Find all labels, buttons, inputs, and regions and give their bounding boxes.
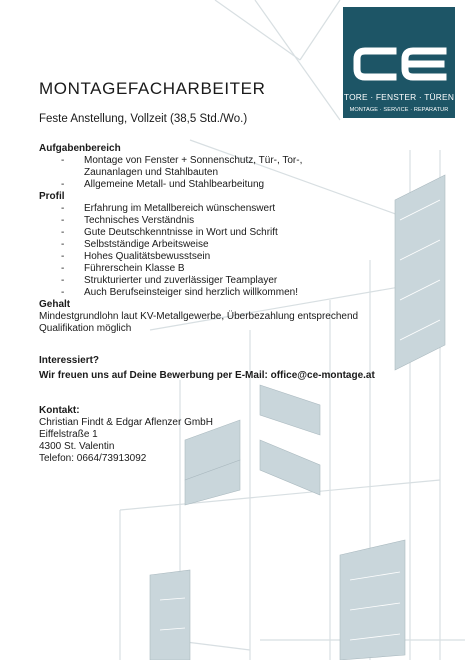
profil-heading: Profil bbox=[39, 191, 65, 202]
list-item: - Gute Deutschkenntnisse in Wort und Schrift bbox=[61, 227, 278, 238]
list-item: - Technisches Verständnis bbox=[61, 215, 195, 226]
kontakt-section bbox=[39, 405, 439, 465]
logo-tagline: TORE · FENSTER · TÜREN bbox=[343, 92, 455, 102]
list-item-text: Allgemeine Metall- und Stahlbearbeitung bbox=[84, 179, 265, 190]
job-title: MONTAGEFACHARBEITER bbox=[39, 79, 266, 98]
aufgabenbereich-section bbox=[39, 143, 439, 191]
list-item: - Erfahrung im Metallbereich wünschenswert bbox=[61, 203, 276, 214]
profil-section bbox=[39, 191, 439, 299]
profil-list bbox=[39, 203, 439, 299]
list-item: - Montage von Fenster + Sonnenschutz, Tür-, Tor-, Zaunanlagen und Stahlbauten bbox=[61, 155, 303, 178]
kontakt-heading: Kontakt: bbox=[39, 405, 80, 416]
list-item-text: Gute Deutschkenntnisse in Wort und Schrift bbox=[84, 227, 278, 238]
kontakt-street: Eiffelstraße 1 bbox=[39, 429, 98, 440]
kontakt-company: Christian Findt & Edgar Aflenzer GmbH bbox=[39, 417, 213, 428]
interest-heading: Interessiert? bbox=[39, 355, 100, 366]
kontakt-city: 4300 St. Valentin bbox=[39, 441, 115, 452]
list-item: - Allgemeine Metall- und Stahlbearbeitung bbox=[61, 179, 265, 190]
list-item-text: Erfahrung im Metallbereich wünschenswert bbox=[84, 203, 276, 214]
aufgabenbereich-heading: Aufgabenbereich bbox=[39, 143, 121, 154]
list-item: - Selbstständige Arbeitsweise bbox=[61, 239, 209, 250]
list-item-text: Auch Berufseinsteiger sind herzlich willkommen! bbox=[84, 287, 298, 298]
list-item-text: Hohes Qualitätsbewusstsein bbox=[84, 251, 211, 262]
list-item: - Auch Berufseinsteiger sind herzlich willkommen! bbox=[61, 287, 298, 298]
interest-section bbox=[39, 355, 439, 382]
list-item-text: Führerschein Klasse B bbox=[84, 263, 185, 274]
list-item: - Hohes Qualitätsbewusstsein bbox=[61, 251, 211, 262]
logo-subtagline: MONTAGE · SERVICE · REPARATUR bbox=[349, 107, 449, 113]
list-item: - Strukturierter und zuverlässiger Teamplayer bbox=[61, 275, 278, 286]
gehalt-text: Mindestgrundlohn laut KV-Metallgewerbe, Überbezahlung entsprechend Qualifikation möglich bbox=[39, 311, 359, 334]
job-subtitle: Feste Anstellung, Vollzeit (38,5 Std./Wo.) bbox=[39, 113, 248, 125]
gehalt-heading: Gehalt bbox=[39, 299, 71, 310]
ce-logo-mark bbox=[343, 7, 455, 89]
interest-text: Wir freuen uns auf Deine Bewerbung per E-Mail: office@ce-montage.at bbox=[39, 370, 375, 381]
aufgabenbereich-list bbox=[39, 155, 439, 191]
list-item-text: Selbstständige Arbeitsweise bbox=[84, 239, 209, 250]
gehalt-section bbox=[39, 299, 384, 335]
kontakt-phone: Telefon: 0664/73913092 bbox=[39, 453, 147, 464]
list-item: - Führerschein Klasse B bbox=[61, 263, 185, 274]
list-item-text: Strukturierter und zuverlässiger Teamplayer bbox=[84, 275, 278, 286]
list-item-text: Technisches Verständnis bbox=[84, 215, 195, 226]
company-logo bbox=[343, 7, 455, 118]
list-item-text: Montage von Fenster + Sonnenschutz, Tür-, Tor-, Zaunanlagen und Stahlbauten bbox=[84, 155, 303, 178]
